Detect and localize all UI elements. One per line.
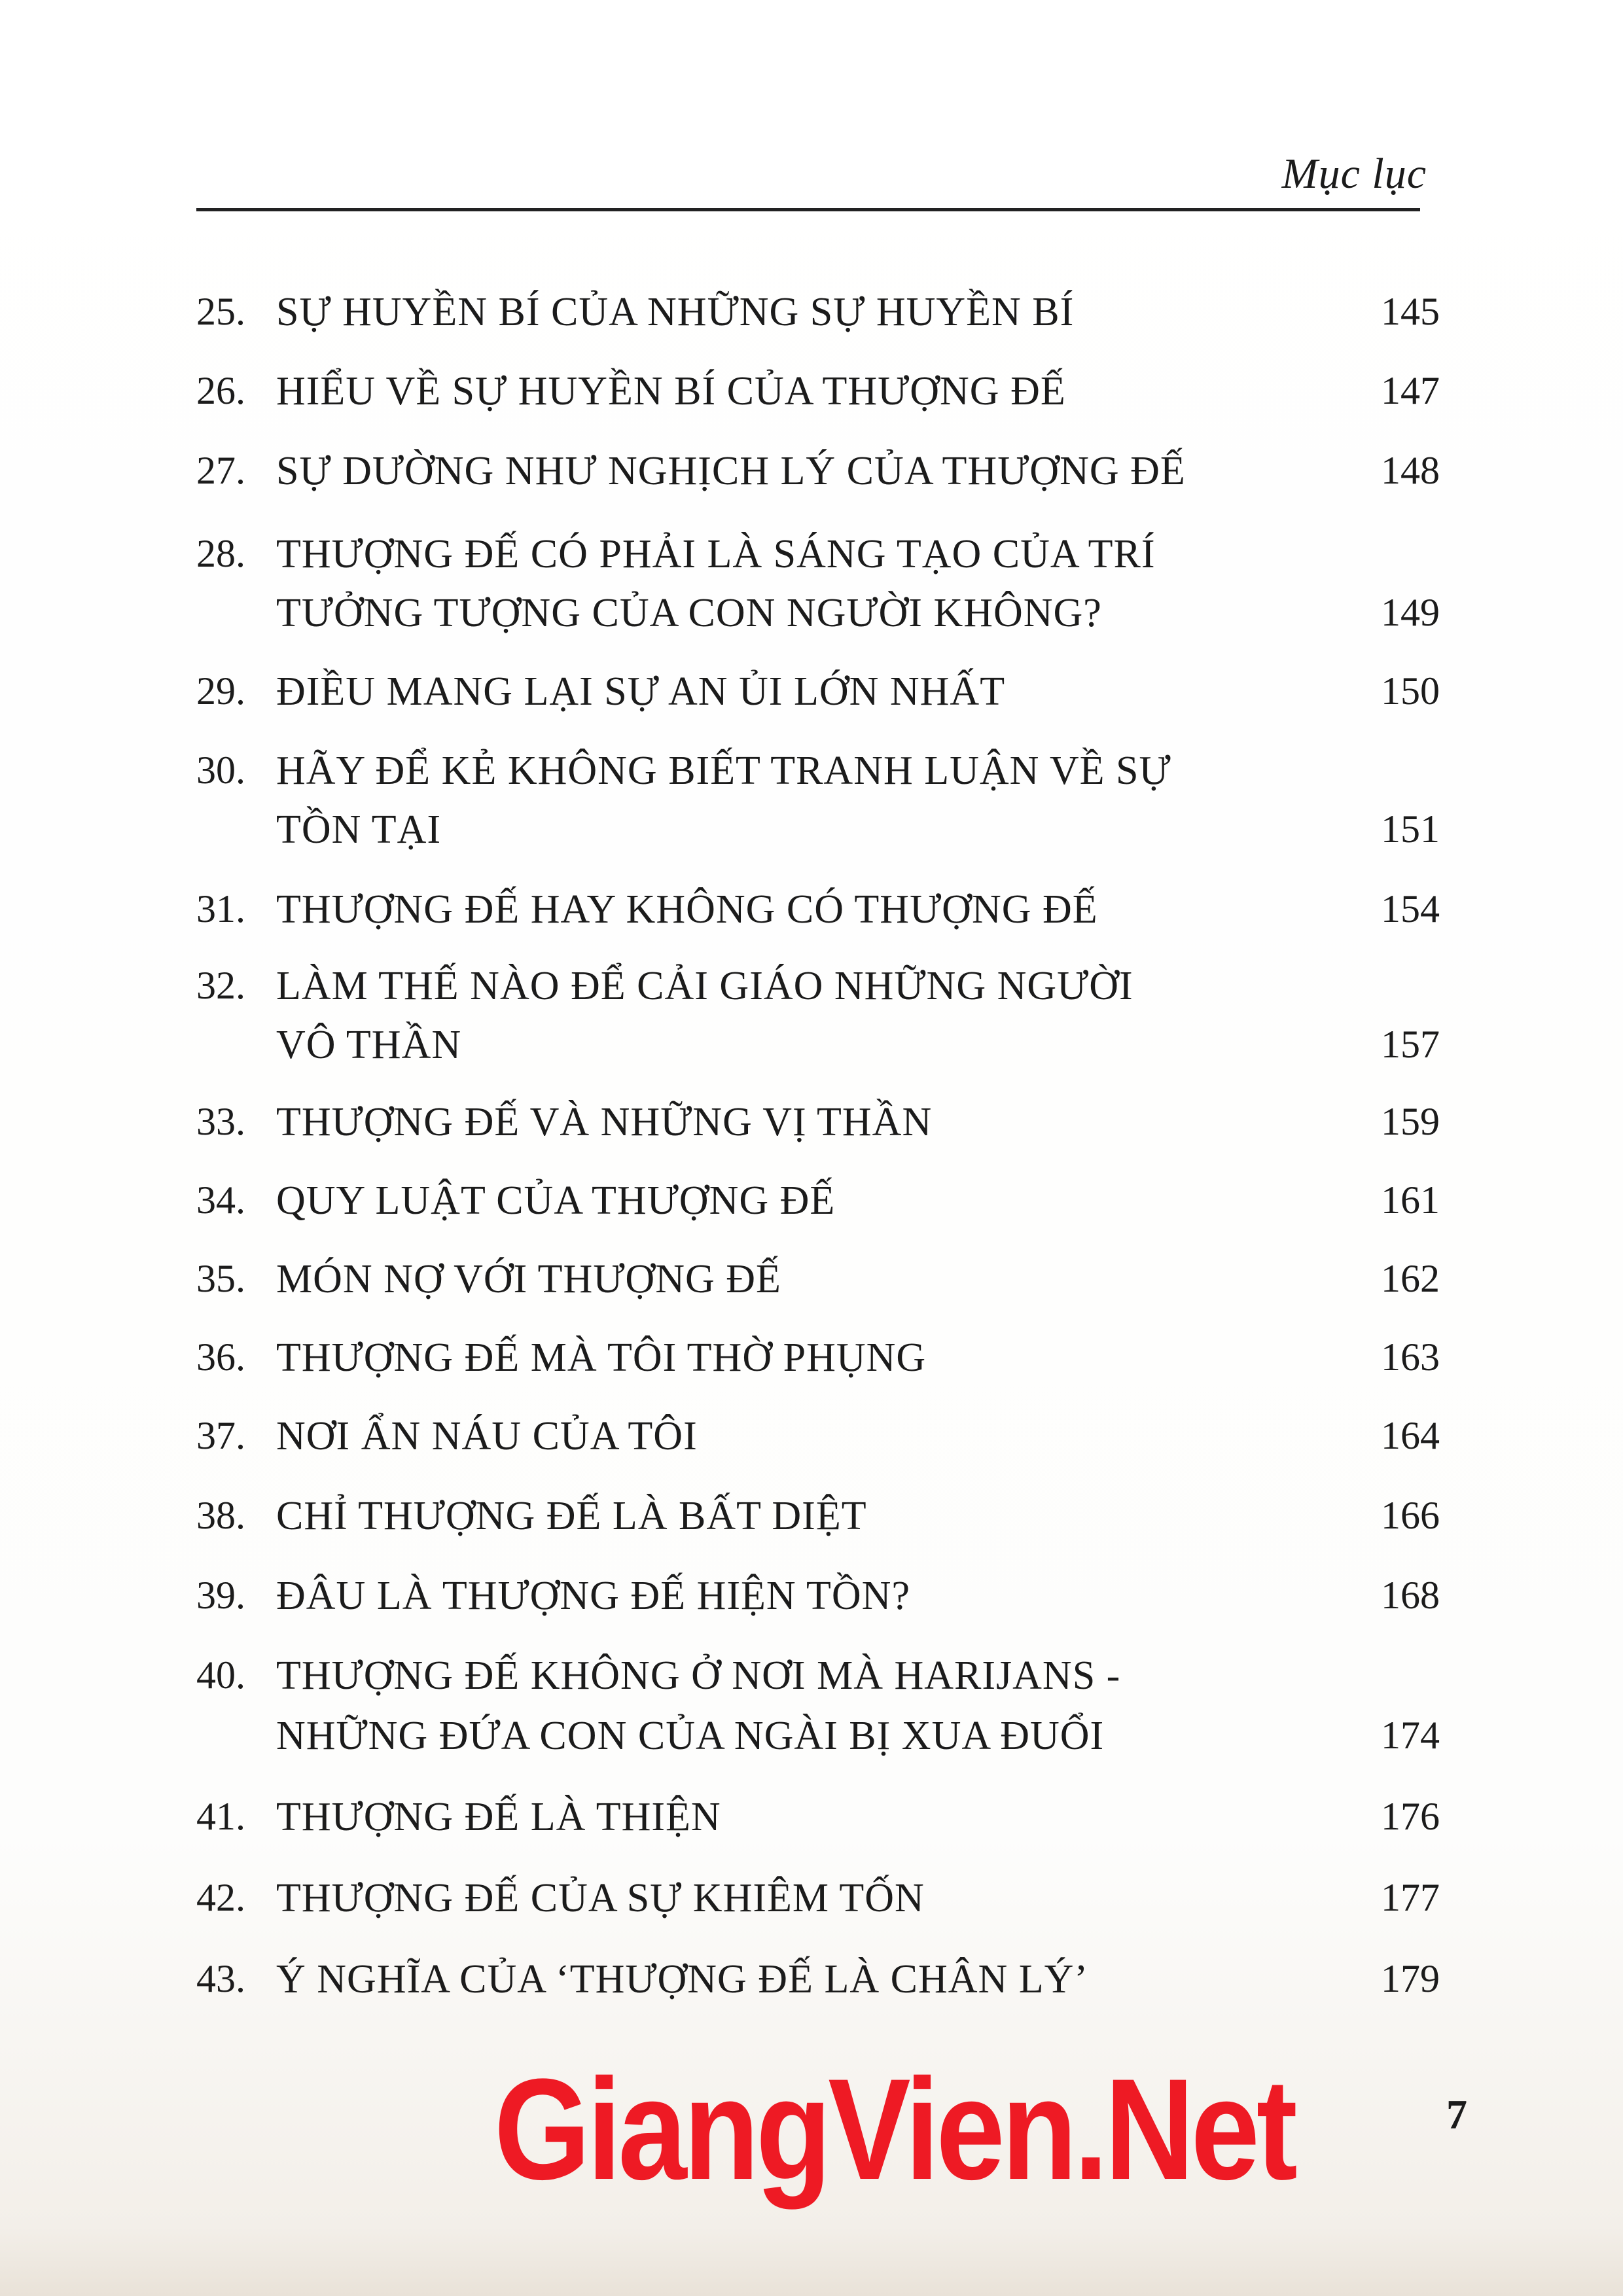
running-header: Mục lục [1281,150,1427,198]
watermark-logo: GiangVien.Net [494,2049,1294,2210]
entry-page: 161 [1381,1178,1440,1222]
entry-title: THƯỢNG ĐẾ MÀ TÔI THỜ PHỤNG [276,1335,927,1380]
entry-number: 38. [196,1494,245,1537]
entry-page: 163 [1381,1335,1440,1379]
entry-title: SỰ DƯỜNG NHƯ NGHỊCH LÝ CỦA THƯỢNG ĐẾ [276,449,1186,493]
entry-page: 168 [1381,1574,1440,1617]
entry-number: 42. [196,1876,245,1919]
entry-page: 149 [1381,591,1440,634]
entry-page: 154 [1381,887,1440,930]
entry-number: 27. [196,449,245,492]
entry-title-line-2: TỒN TẠI [276,807,442,852]
entry-number: 41. [196,1795,245,1838]
entry-title: CHỈ THƯỢNG ĐẾ LÀ BẤT DIỆT [276,1494,867,1538]
entry-number: 36. [196,1335,245,1379]
entry-number: 43. [196,1957,245,2000]
entry-title-line-2: VÔ THẦN [276,1023,462,1067]
entry-title-line-1: THƯỢNG ĐẾ KHÔNG Ở NƠI MÀ HARIJANS - [276,1653,1121,1698]
entry-page: 157 [1381,1023,1440,1066]
entry-number: 29. [196,669,245,713]
entry-page: 148 [1381,449,1440,492]
entry-title: MÓN NỢ VỚI THƯỢNG ĐẾ [276,1257,781,1301]
entry-number: 30. [196,749,245,792]
entry-page: 147 [1381,369,1440,412]
entry-page: 166 [1381,1494,1440,1537]
entry-title-line-1: LÀM THẾ NÀO ĐỂ CẢI GIÁO NHỮNG NGƯỜI [276,964,1133,1008]
entry-title: QUY LUẬT CỦA THƯỢNG ĐẾ [276,1178,836,1223]
entry-title: ĐIỀU MANG LẠI SỰ AN ỦI LỚN NHẤT [276,669,1006,714]
entry-title-line-1: THƯỢNG ĐẾ CÓ PHẢI LÀ SÁNG TẠO CỦA TRÍ [276,532,1156,576]
entry-page: 164 [1381,1414,1440,1457]
entry-page: 151 [1381,807,1440,851]
entry-title: ĐÂU LÀ THƯỢNG ĐẾ HIỆN TỒN? [276,1574,910,1618]
entry-page: 179 [1381,1957,1440,2000]
entry-title: THƯỢNG ĐẾ HAY KHÔNG CÓ THƯỢNG ĐẾ [276,887,1098,932]
entry-number: 28. [196,532,245,575]
entry-title: THƯỢNG ĐẾ LÀ THIỆN [276,1795,721,1839]
entry-title-line-1: HÃY ĐỂ KẺ KHÔNG BIẾT TRANH LUẬN VỀ SỰ [276,749,1171,793]
entry-page: 162 [1381,1257,1440,1300]
entry-page: 177 [1381,1876,1440,1919]
entry-number: 32. [196,964,245,1007]
entry-number: 25. [196,290,245,333]
entry-title: Ý NGHĨA CỦA ‘THƯỢNG ĐẾ LÀ CHÂN LÝ’ [276,1957,1089,2002]
entry-page: 150 [1381,669,1440,713]
entry-title: SỰ HUYỀN BÍ CỦA NHỮNG SỰ HUYỀN BÍ [276,290,1075,334]
entry-title: NƠI ẨN NÁU CỦA TÔI [276,1414,698,1458]
entry-title: THƯỢNG ĐẾ VÀ NHỮNG VỊ THẦN [276,1100,933,1144]
entry-title-line-2: NHỮNG ĐỨA CON CỦA NGÀI BỊ XUA ĐUỔI [276,1714,1105,1758]
entry-number: 40. [196,1653,245,1697]
entry-page: 176 [1381,1795,1440,1838]
entry-number: 35. [196,1257,245,1300]
entry-title: THƯỢNG ĐẾ CỦA SỰ KHIÊM TỐN [276,1876,925,1920]
entry-page: 145 [1381,290,1440,333]
entry-title: HIỂU VỀ SỰ HUYỀN BÍ CỦA THƯỢNG ĐẾ [276,369,1066,414]
entry-page: 159 [1381,1100,1440,1143]
entry-number: 33. [196,1100,245,1143]
entry-number: 31. [196,887,245,930]
entry-page: 174 [1381,1714,1440,1757]
entry-number: 26. [196,369,245,412]
entry-number: 39. [196,1574,245,1617]
entry-number: 37. [196,1414,245,1457]
page-number: 7 [1446,2091,1467,2138]
entry-number: 34. [196,1178,245,1222]
entry-title-line-2: TƯỞNG TƯỢNG CỦA CON NGƯỜI KHÔNG? [276,591,1102,635]
